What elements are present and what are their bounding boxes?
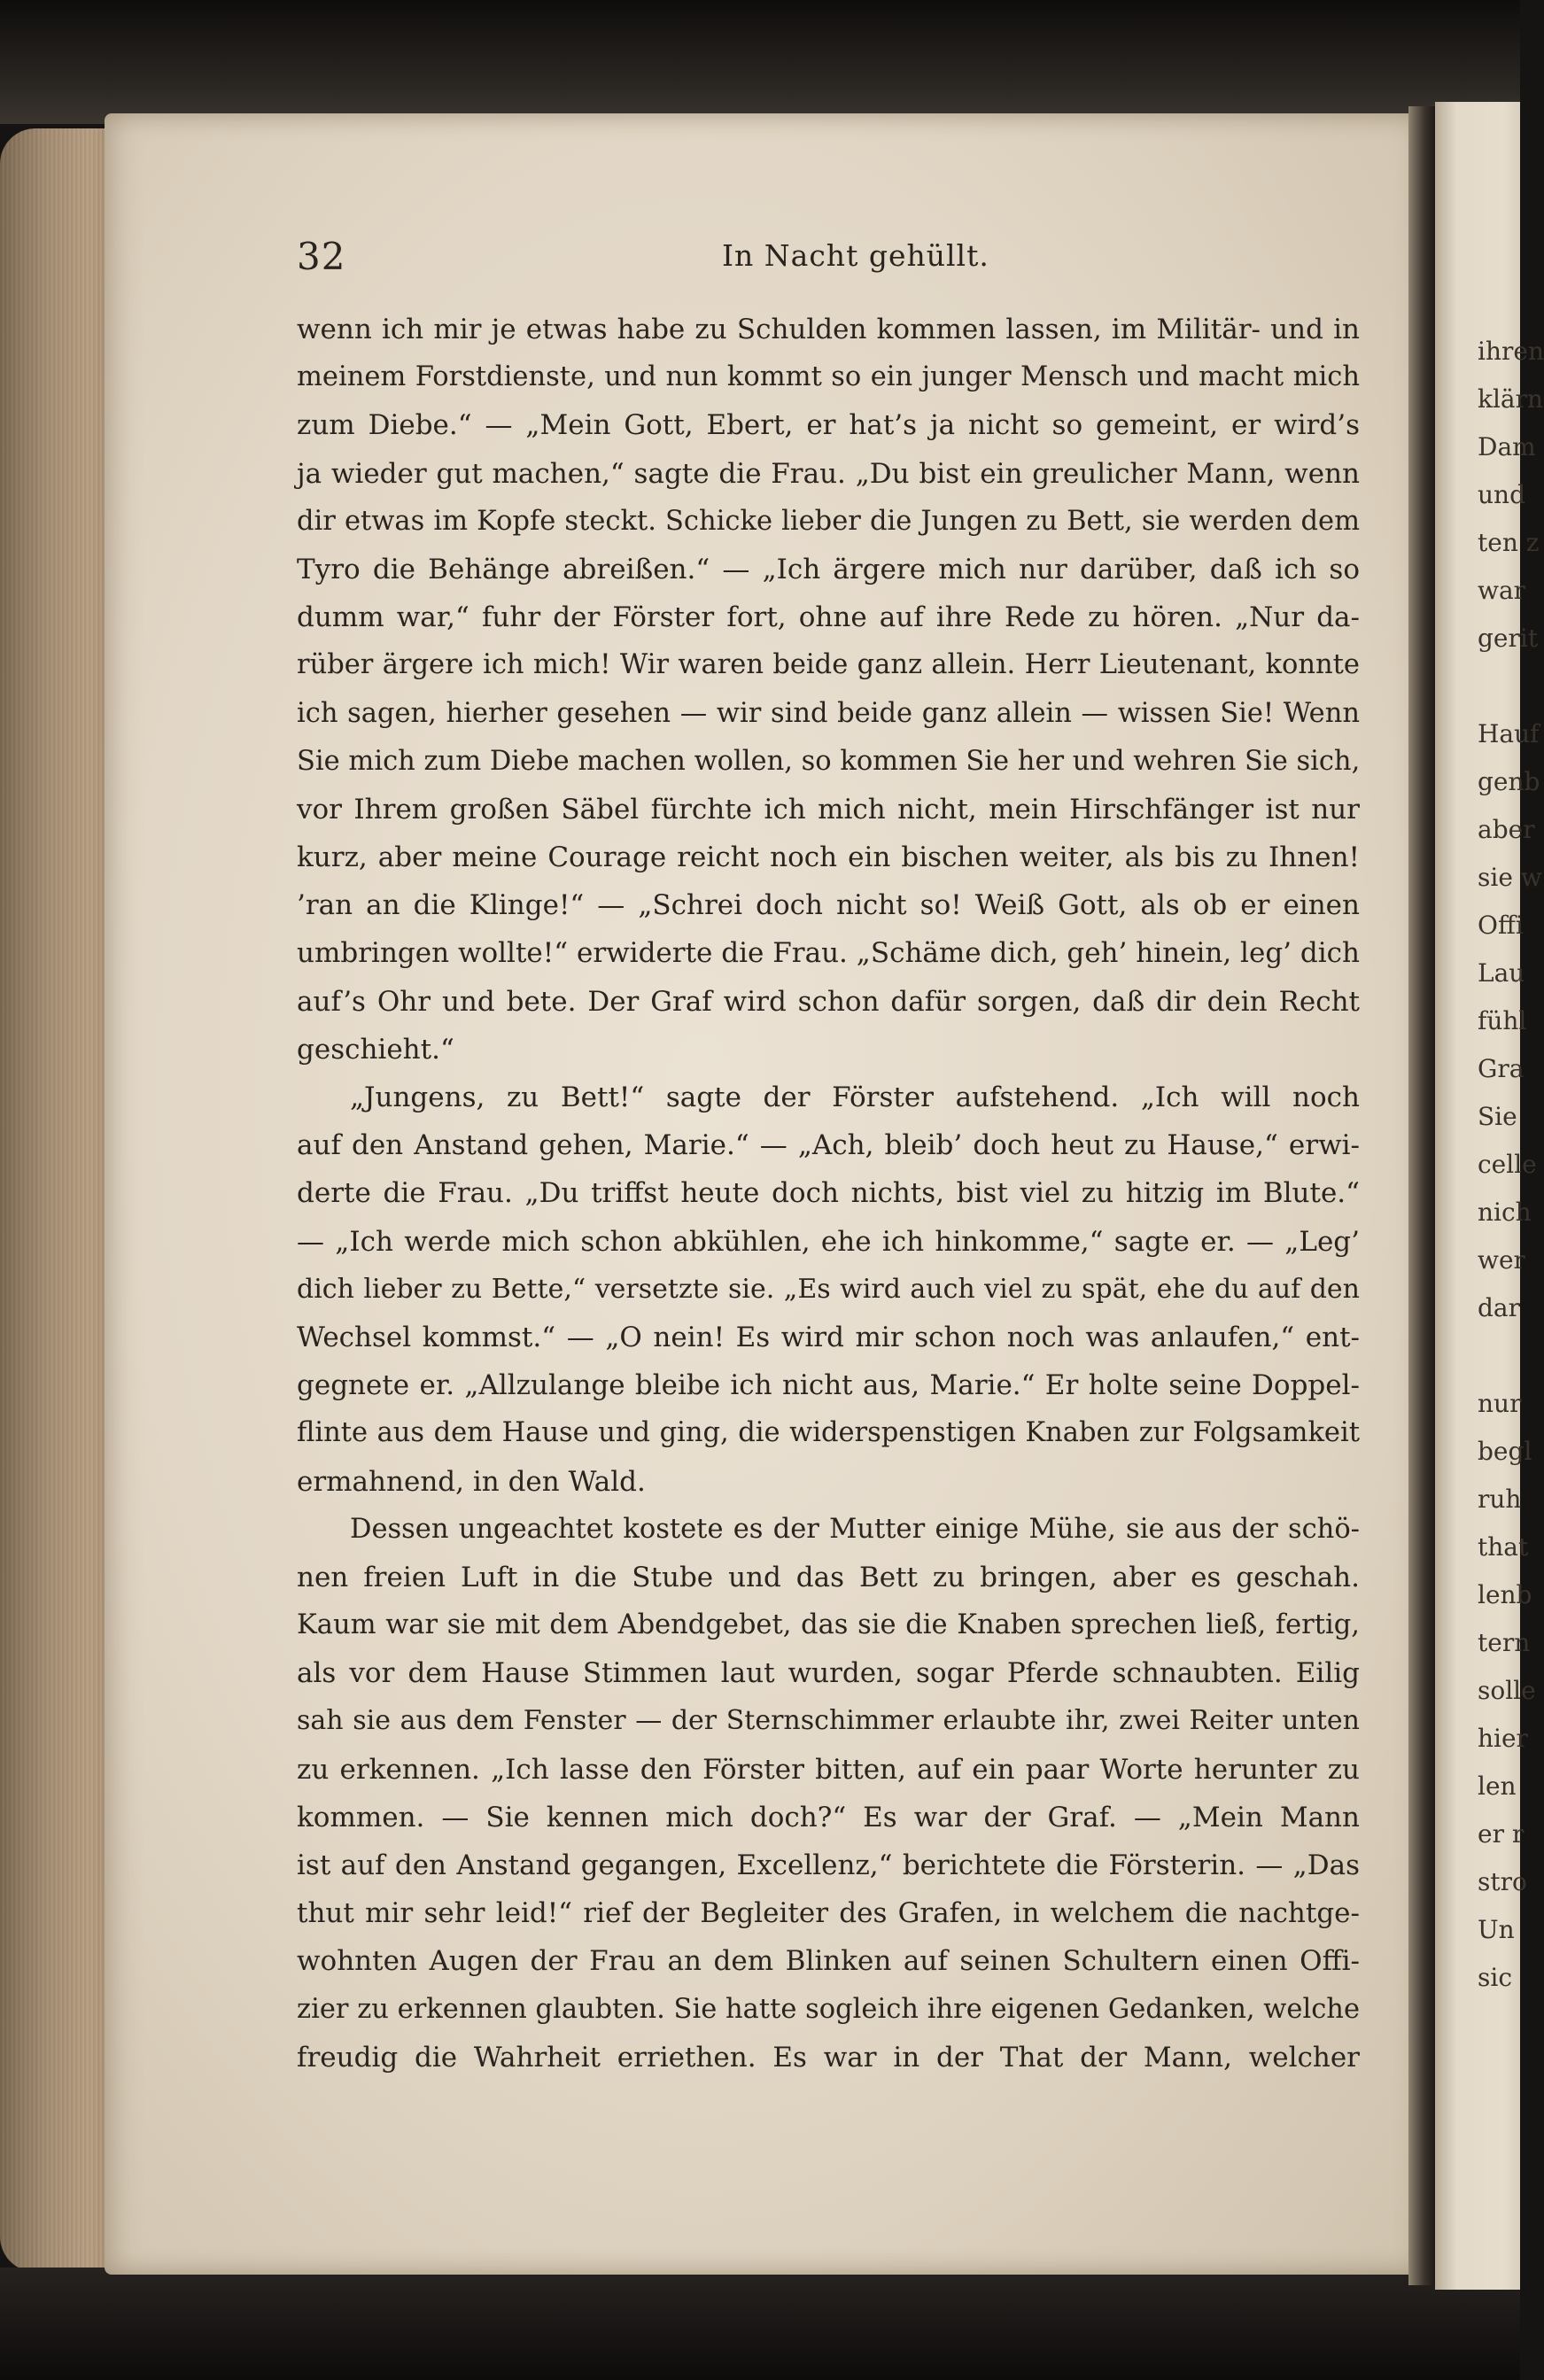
facing-fragment: hier — [1478, 1724, 1528, 1753]
text-line: dich lieber zu Bette,“ versetzte sie. „Es wird auch viel zu spät, ehe du auf den — [297, 1273, 1360, 1305]
facing-fragment: ihren — [1478, 337, 1544, 366]
text-line: Dessen ungeachtet kostete es der Mutter einige Mühe, sie aus der schö- — [350, 1513, 1360, 1545]
text-line: auf den Anstand gehen, Marie.“ — „Ach, bleib’ doch heut zu Hause,“ erwi- — [297, 1129, 1360, 1162]
facing-fragment: fühl — [1478, 1006, 1527, 1035]
text-line: Sie mich zum Diebe machen wollen, so kommen Sie her und wehren Sie sich, — [297, 745, 1361, 777]
spine-gutter — [1408, 106, 1435, 2285]
text-line: zum Diebe.“ — „Mein Gott, Ebert, er hat’s ja nicht so gemeint, er wird’s — [297, 409, 1360, 442]
facing-fragment: klärn — [1478, 384, 1544, 414]
facing-fragment: lenb — [1478, 1580, 1532, 1609]
text-line: meinem Forstdienste, und nun kommt so ein junger Mensch und macht mich — [297, 361, 1360, 393]
facing-fragment: Hauf — [1478, 719, 1540, 748]
facing-fragment: ten z — [1478, 528, 1540, 557]
text-line: wohnten Augen der Frau an dem Blinken auf seinen Schultern einen Offi- — [297, 1945, 1360, 1978]
text-line: zu erkennen. „Ich lasse den Förster bitten, auf ein paar Worte herunter zu — [297, 1753, 1360, 1786]
facing-fragment: Offi — [1478, 911, 1524, 940]
text-line: dumm war,“ fuhr der Förster fort, ohne auf ihre Rede zu hören. „Nur da- — [297, 601, 1360, 634]
facing-fragment: nur — [1478, 1389, 1522, 1418]
text-line: Kaum war sie mit dem Abendgebet, das sie die Knaben sprechen ließ, fertig, — [297, 1609, 1360, 1641]
text-line: — „Ich werde mich schon abkühlen, ehe ich hinkomme,“ sagte er. — „Leg’ — [297, 1225, 1360, 1258]
text-line: ich sagen, hierher gesehen — wir sind beide ganz allein — wissen Sie! Wenn — [297, 697, 1360, 729]
text-line: ’ran an die Klinge!“ — „Schrei doch nicht so! Weiß Gott, als ob er einen — [297, 889, 1360, 922]
text-line: sah sie aus dem Fenster — der Sternschimmer erlaubte ihr, zwei Reiter unten — [297, 1705, 1360, 1737]
text-line: „Jungens, zu Bett!“ sagte der Förster aufstehend. „Ich will noch — [350, 1081, 1360, 1113]
text-line: zier zu erkennen glaubten. Sie hatte sogleich ihre eigenen Gedanken, welche — [297, 1993, 1360, 2025]
text-line: kommen. — Sie kennen mich doch?“ Es war der Graf. — „Mein Mann — [297, 1801, 1360, 1833]
text-line: gegnete er. „Allzulange bleibe ich nicht aus, Marie.“ Er holte seine Doppel- — [297, 1369, 1360, 1402]
facing-fragment: aber — [1478, 815, 1535, 844]
text-line: geschieht.“ — [297, 1033, 454, 1066]
text-line: Wechsel kommst.“ — „O nein! Es wird mir schon noch was anlaufen,“ ent- — [297, 1321, 1360, 1353]
facing-fragment: wer — [1478, 1245, 1525, 1275]
facing-fragment: und — [1478, 480, 1525, 509]
facing-fragment: er r — [1478, 1819, 1525, 1849]
facing-page-text — [1478, 328, 1544, 2002]
text-line: wenn ich mir je etwas habe zu Schulden kommen lassen, im Militär- und in — [297, 314, 1360, 345]
bottom-shadow — [0, 2268, 1520, 2380]
facing-fragment: Lau — [1478, 958, 1525, 988]
facing-fragment: solle — [1478, 1676, 1536, 1705]
facing-fragment: stro — [1478, 1867, 1527, 1896]
facing-fragment: that — [1478, 1532, 1529, 1562]
text-line: ja wieder gut machen,“ sagte die Frau. „Du bist ein greulicher Mann, wenn — [297, 457, 1360, 490]
facing-fragment: gerit — [1478, 624, 1539, 653]
text-line: Tyro die Behänge abreißen.“ — „Ich ärgere mich nur darüber, daß ich so — [297, 553, 1360, 585]
text-line: thut mir sehr leid!“ rief der Begleiter des Grafen, in welchem die nachtge- — [297, 1897, 1360, 1930]
facing-fragment: tern — [1478, 1628, 1531, 1657]
facing-fragment — [1478, 663, 1520, 710]
facing-fragment: Dam — [1478, 432, 1536, 461]
facing-fragment: Gra — [1478, 1054, 1525, 1083]
body-text — [297, 306, 1360, 2082]
facing-fragment: len — [1478, 1771, 1517, 1801]
top-shadow — [0, 0, 1520, 124]
text-line: ist auf den Anstand gegangen, Excellenz,“ berichtete die Försterin. — „Das — [297, 1849, 1360, 1881]
facing-fragment: begl — [1478, 1437, 1532, 1466]
text-line: freudig die Wahrheit erriethen. Es war in der That der Mann, welcher — [297, 2041, 1360, 2074]
text-line: dir etwas im Kopfe steckt. Schicke lieber die Jungen zu Bett, sie werden dem — [297, 505, 1360, 537]
facing-fragment — [1478, 1332, 1520, 1380]
page-header — [297, 235, 1360, 288]
facing-fragment: dar — [1478, 1293, 1521, 1322]
facing-fragment: sie w — [1478, 863, 1542, 892]
text-line: vor Ihrem großen Säbel fürchte ich mich nicht, mein Hirschfänger ist nur — [297, 793, 1360, 826]
facing-fragment: ruh — [1478, 1485, 1522, 1514]
facing-fragment: sic — [1478, 1963, 1513, 1992]
text-line: nen freien Luft in die Stube und das Bett zu bringen, aber es geschah. — [297, 1561, 1360, 1593]
text-line: kurz, aber meine Courage reicht noch ein bischen weiter, als bis zu Ihnen! — [297, 841, 1360, 874]
facing-fragment: Sie — [1478, 1102, 1517, 1131]
page-number: 32 — [297, 235, 346, 278]
facing-fragment: war — [1478, 576, 1526, 605]
facing-fragment: celle — [1478, 1150, 1537, 1179]
running-head: In Nacht gehüllt. — [722, 238, 989, 273]
text-line: ermahnend, in den Wald. — [297, 1465, 646, 1498]
facing-fragment: genb — [1478, 767, 1540, 796]
text-line: als vor dem Hause Stimmen laut wurden, sogar Pferde schnaubten. Eilig — [297, 1657, 1360, 1690]
text-line: auf’s Ohr und bete. Der Graf wird schon dafür sorgen, daß dir dein Recht — [297, 985, 1360, 1018]
facing-fragment: nich — [1478, 1198, 1532, 1227]
text-line: derte die Frau. „Du triffst heute doch nichts, bist viel zu hitzig im Blute.“ — [297, 1177, 1360, 1210]
text-line: rüber ärgere ich mich! Wir waren beide ganz allein. Herr Lieutenant, konnte — [297, 649, 1360, 681]
text-line: umbringen wollte!“ erwiderte die Frau. „Schäme dich, geh’ hinein, leg’ dich — [297, 937, 1360, 970]
text-line: flinte aus dem Hause und ging, die widerspenstigen Knaben zur Folgsamkeit — [297, 1417, 1360, 1449]
facing-fragment: Un — [1478, 1915, 1515, 1944]
